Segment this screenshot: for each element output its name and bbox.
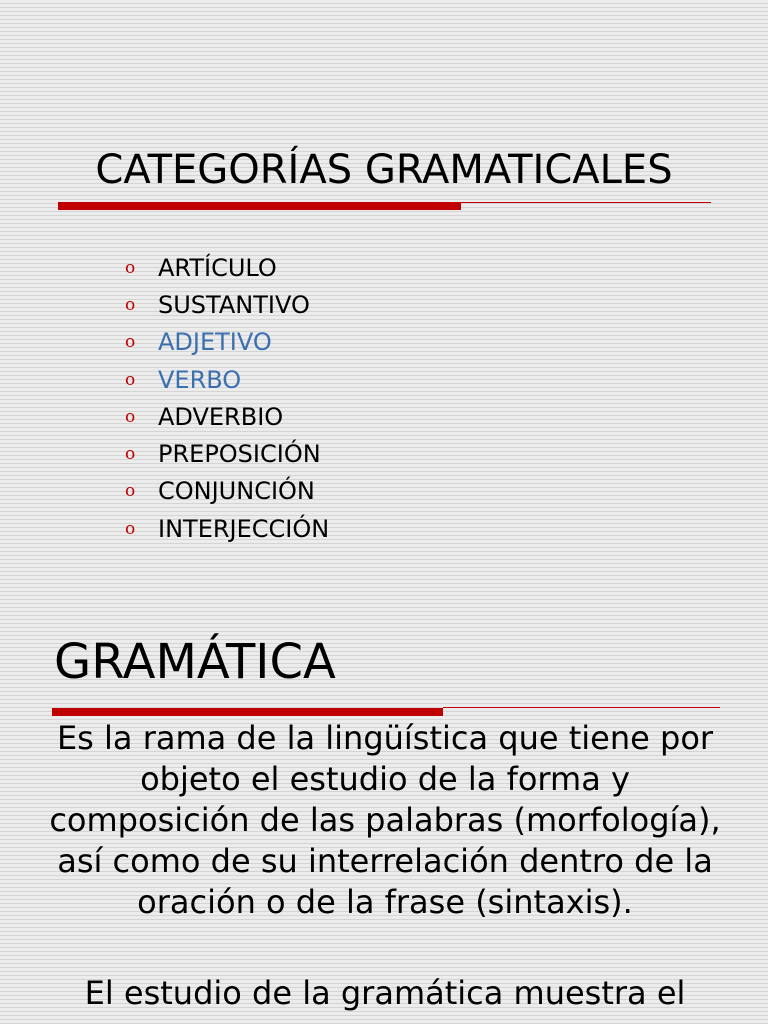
slide-gramatica: [0, 600, 768, 1024]
bullet-icon: o: [125, 518, 136, 539]
title-underline-thin: [443, 707, 720, 708]
list-item-label: ADVERBIO: [158, 402, 284, 431]
list-item-label: ADJETIVO: [158, 328, 272, 357]
list-item: [125, 510, 329, 547]
categories-list: [125, 249, 329, 547]
slide-title: GRAMÁTICA: [54, 634, 336, 690]
slide-title: CATEGORÍAS GRAMATICALES: [95, 147, 673, 193]
list-item-label: CONJUNCIÓN: [158, 477, 315, 506]
definition-paragraph: Es la rama de la lingüística que tiene por objeto el estudio de la forma y composición de las palabras (morfología), así como de su interrelación dentro de la oración o de la frase (sintaxis).: [49, 719, 721, 921]
bullet-icon: o: [125, 294, 136, 315]
list-item-label: SUSTANTIVO: [158, 290, 310, 319]
bullet-icon: o: [125, 332, 136, 353]
list-item-label: PREPOSICIÓN: [158, 440, 321, 469]
list-item-label: INTERJECCIÓN: [158, 514, 330, 543]
list-item: [125, 398, 329, 435]
list-item: [125, 473, 329, 510]
bullet-icon: o: [125, 444, 136, 465]
list-item-label: VERBO: [158, 365, 242, 394]
bullet-icon: o: [125, 406, 136, 427]
list-item: [125, 249, 329, 286]
list-item: [125, 435, 329, 472]
body-paragraph: El estudio de la gramática muestra el: [84, 974, 686, 1012]
bullet-icon: o: [125, 481, 136, 502]
bullet-icon: o: [125, 369, 136, 390]
title-underline-thick: [52, 708, 443, 716]
bullet-icon: o: [125, 257, 136, 278]
list-item-label: ARTÍCULO: [158, 253, 277, 282]
list-item: [125, 361, 329, 398]
title-underline-thick: [58, 202, 461, 210]
title-underline-thin: [461, 202, 711, 203]
list-item: [125, 324, 329, 361]
list-item: [125, 286, 329, 323]
